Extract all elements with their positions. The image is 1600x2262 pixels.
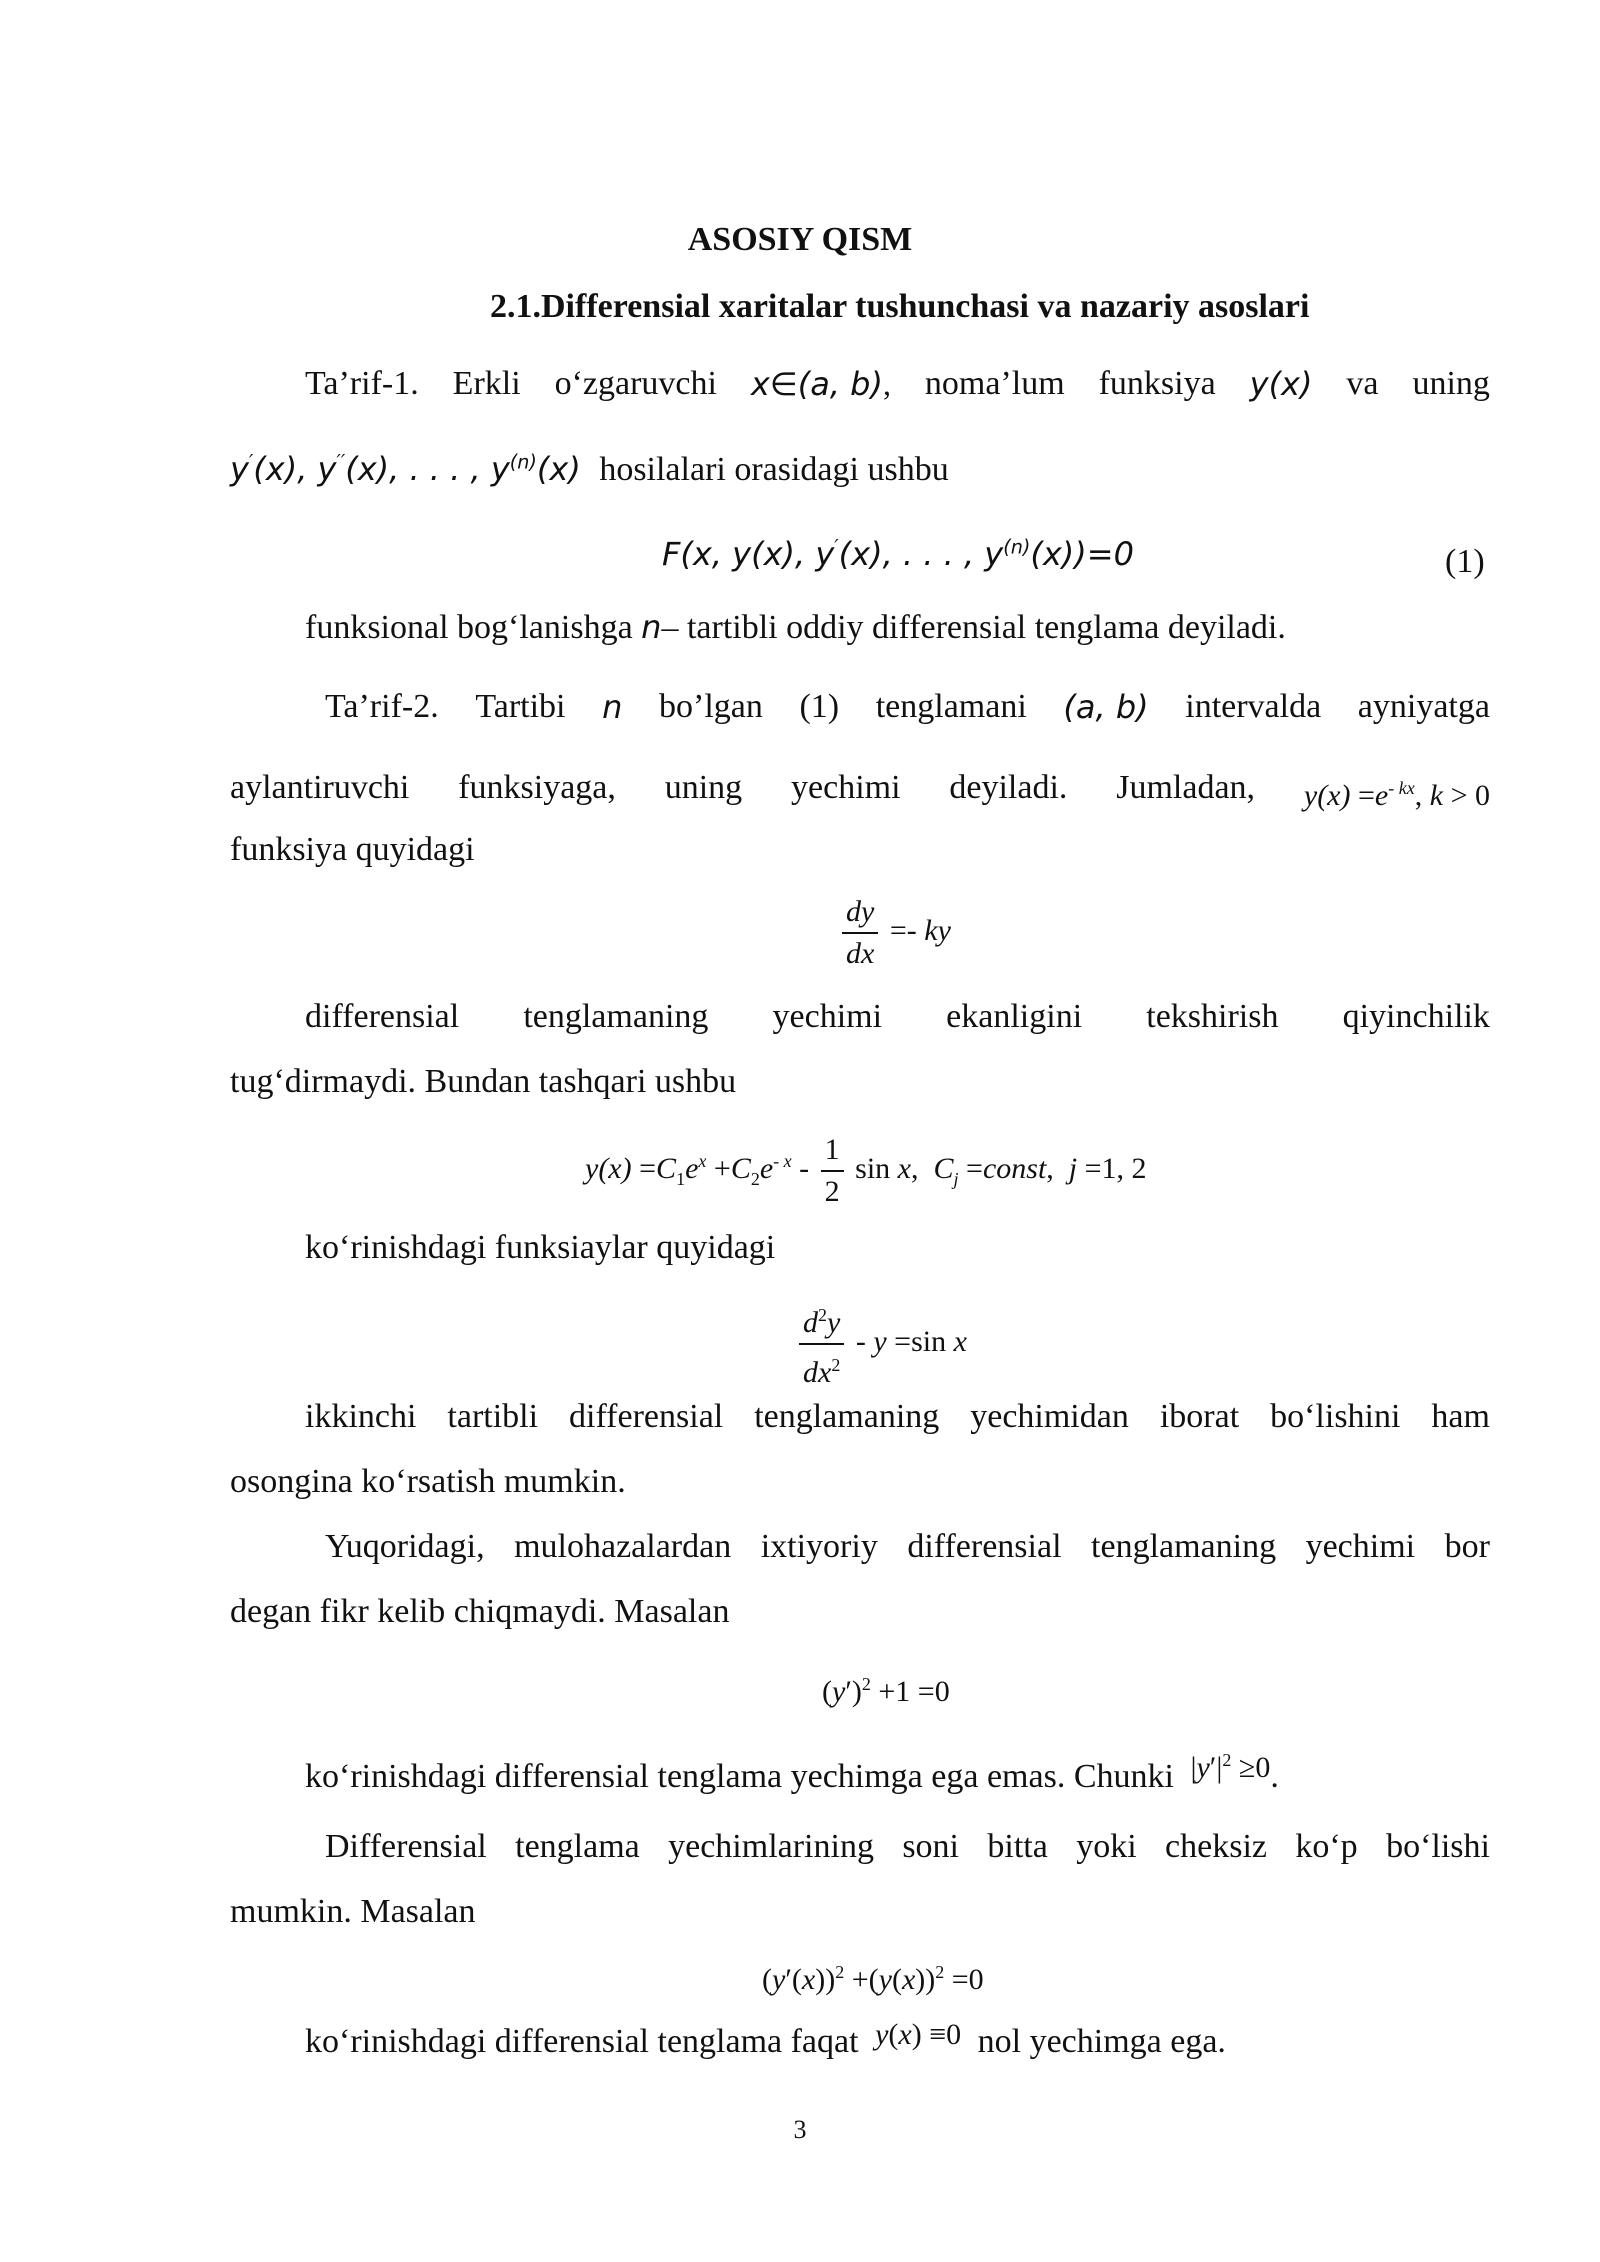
def2-line1: [325, 685, 1490, 729]
equation-dy-dx: [838, 892, 951, 974]
math-frac-half: $\frac{1}{2}$: [821, 1130, 844, 1212]
text: nol yechimga ega.: [977, 2023, 1226, 2060]
math-y-identically-zero: y(x) ≡0: [875, 2018, 962, 2051]
text: tekshirish: [1146, 998, 1279, 1035]
math-derivatives-list: y′(x), y′′(x), . . . , $y^{(n)}(x)$: [230, 449, 581, 488]
text: ko‘p: [1295, 1828, 1358, 1865]
text: bo‘lishini: [1270, 1398, 1401, 1435]
text: Erkli: [452, 365, 521, 402]
section-heading: ASOSIY QISM: [687, 221, 913, 258]
equation-number: (1): [1445, 543, 1485, 580]
p9-line1: [305, 2020, 1226, 2065]
equation-general-solution: [585, 1130, 1147, 1212]
text: bo’lgan: [659, 688, 763, 725]
text: noma’lum: [924, 365, 1065, 402]
math-y-of-x: y(x): [1249, 365, 1313, 403]
text: differensial: [305, 998, 460, 1035]
text: differensial: [569, 1398, 724, 1435]
math-equation: $(y'(x))^2 +(y(x))^2 =0$: [762, 1962, 984, 1996]
math-exponential-example: $y(x) =e^{- kx}$, k > 0: [1303, 778, 1490, 812]
text: Jumladan,: [1116, 769, 1256, 806]
text: mulohazalardan: [514, 1528, 732, 1565]
def1-line1: [305, 362, 1490, 406]
text: differensial: [907, 1528, 1062, 1565]
def2-label: Ta’rif-2.: [325, 688, 439, 725]
text: Differensial: [325, 1828, 487, 1865]
math-x-in-ab: x∈(a, b),: [750, 365, 891, 403]
p6-line1: [325, 1525, 1490, 1569]
text: funksiyaga,: [458, 769, 616, 806]
text: aylantiruvchi: [230, 769, 410, 806]
def2-line3: funksiya quyidagi: [230, 831, 475, 868]
math-lhs: $y(x) =C_1e^x +C_2e^{- x}$ -: [585, 1150, 810, 1189]
def1-line4: funksional bog‘lanishga n– tartibli oddiy differensial tenglama deyiladi.: [305, 608, 1286, 646]
math-rhs: sin x, $C_j$ =const, j =1, 2: [855, 1151, 1147, 1189]
text: yechimlarining: [668, 1828, 874, 1865]
text: ayniyatga: [1357, 688, 1490, 725]
text: funksiya: [1098, 365, 1216, 402]
def1-line2: [230, 440, 949, 492]
text: iborat: [1159, 1398, 1240, 1435]
text: deyiladi.: [949, 769, 1068, 806]
text: ikkinchi: [305, 1398, 417, 1435]
math-frac-dy-dx: $\frac{dy}{dx}$: [842, 892, 878, 974]
text: cheksiz: [1165, 1828, 1267, 1865]
math-abs-inequality: $|y'|^2 \ge 0$: [1190, 1750, 1271, 1784]
math-n: n: [641, 608, 662, 646]
text: ekanligini: [946, 998, 1083, 1035]
p8-line1: [325, 1825, 1490, 1869]
text: yechimi: [791, 769, 901, 806]
text: Tartibi: [475, 688, 566, 725]
p6-line2: degan fikr kelib chiqmaydi. Masalan: [230, 1593, 730, 1630]
text: .: [1270, 1758, 1279, 1795]
text: (1): [799, 688, 840, 725]
equation-second-order: [795, 1295, 967, 1393]
text: tenglama: [515, 1828, 640, 1865]
equation-no-solution: [822, 1662, 950, 1714]
text: bitta: [987, 1828, 1048, 1865]
text: bo‘lishi: [1386, 1828, 1490, 1865]
equation-1: [662, 525, 1134, 577]
math-rhs: - y =sin x: [855, 1324, 967, 1358]
p3-line2: tug‘dirmaydi. Bundan tashqari ushbu: [230, 1063, 737, 1100]
math-rhs: =- ky: [889, 913, 951, 947]
text: yechimi: [1305, 1528, 1416, 1565]
text: bor: [1444, 1528, 1490, 1565]
def1-label: Ta’rif-1.: [305, 365, 419, 402]
text: uning: [664, 769, 743, 806]
text: tartibli oddiy differensial tenglama deyiladi.: [686, 609, 1286, 646]
text: yechimi: [772, 998, 883, 1035]
text: va: [1346, 365, 1379, 402]
text: ixtiyoriy: [760, 1528, 878, 1565]
text: yechimidan: [970, 1398, 1129, 1435]
text: o‘zgaruvchi: [554, 365, 717, 402]
def2-line2: [230, 766, 1490, 818]
subsection-heading: 2.1.Differensial xaritalar tushunchasi va nazariy asoslari: [490, 288, 1310, 325]
text: tenglamaning: [754, 1398, 940, 1435]
text: tartibli: [447, 1398, 539, 1435]
text: hosilalari orasidagi ushbu: [599, 450, 949, 488]
p5-line2: osongina ko‘rsatish mumkin.: [230, 1463, 626, 1500]
p8-line2: mumkin. Masalan: [230, 1893, 476, 1930]
text: tenglamaning: [523, 998, 709, 1035]
math-n: n: [602, 688, 623, 726]
text: Yuqoridagi,: [325, 1528, 485, 1565]
p3-line1: [305, 995, 1490, 1039]
text: ko‘rinishdagi differensial tenglama faqat: [305, 2023, 859, 2060]
text: yoki: [1076, 1828, 1137, 1865]
math-interval-ab: (a, b): [1063, 688, 1149, 726]
text: funksional bog‘lanishga: [305, 609, 633, 646]
text: ko‘rinishdagi differensial tenglama yechimga ega emas. Chunki: [305, 1758, 1174, 1795]
text: tenglamani: [875, 688, 1027, 725]
math-F-equation: F(x, y(x), y′(x), . . . , $y^{(n)}(x))=0$: [662, 534, 1134, 573]
p7-line1: [305, 1748, 1279, 1800]
text: uning: [1412, 365, 1490, 402]
page-number: 3: [793, 2115, 807, 2144]
p4-line1: ko‘rinishdagi funksiaylar quyidagi: [305, 1229, 776, 1266]
text: qiyinchilik: [1342, 998, 1490, 1035]
math-frac-d2y-dx2: $\frac{d^2y}{dx^2}$: [799, 1295, 844, 1393]
math-equation: $(y')^2 +1 =0$: [822, 1674, 950, 1708]
text: soni: [902, 1828, 960, 1865]
text: tenglamaning: [1091, 1528, 1277, 1565]
equation-trivial-solution: [762, 1950, 984, 2002]
p5-line1: [305, 1395, 1490, 1439]
text: ham: [1431, 1398, 1490, 1435]
text: intervalda: [1185, 688, 1322, 725]
